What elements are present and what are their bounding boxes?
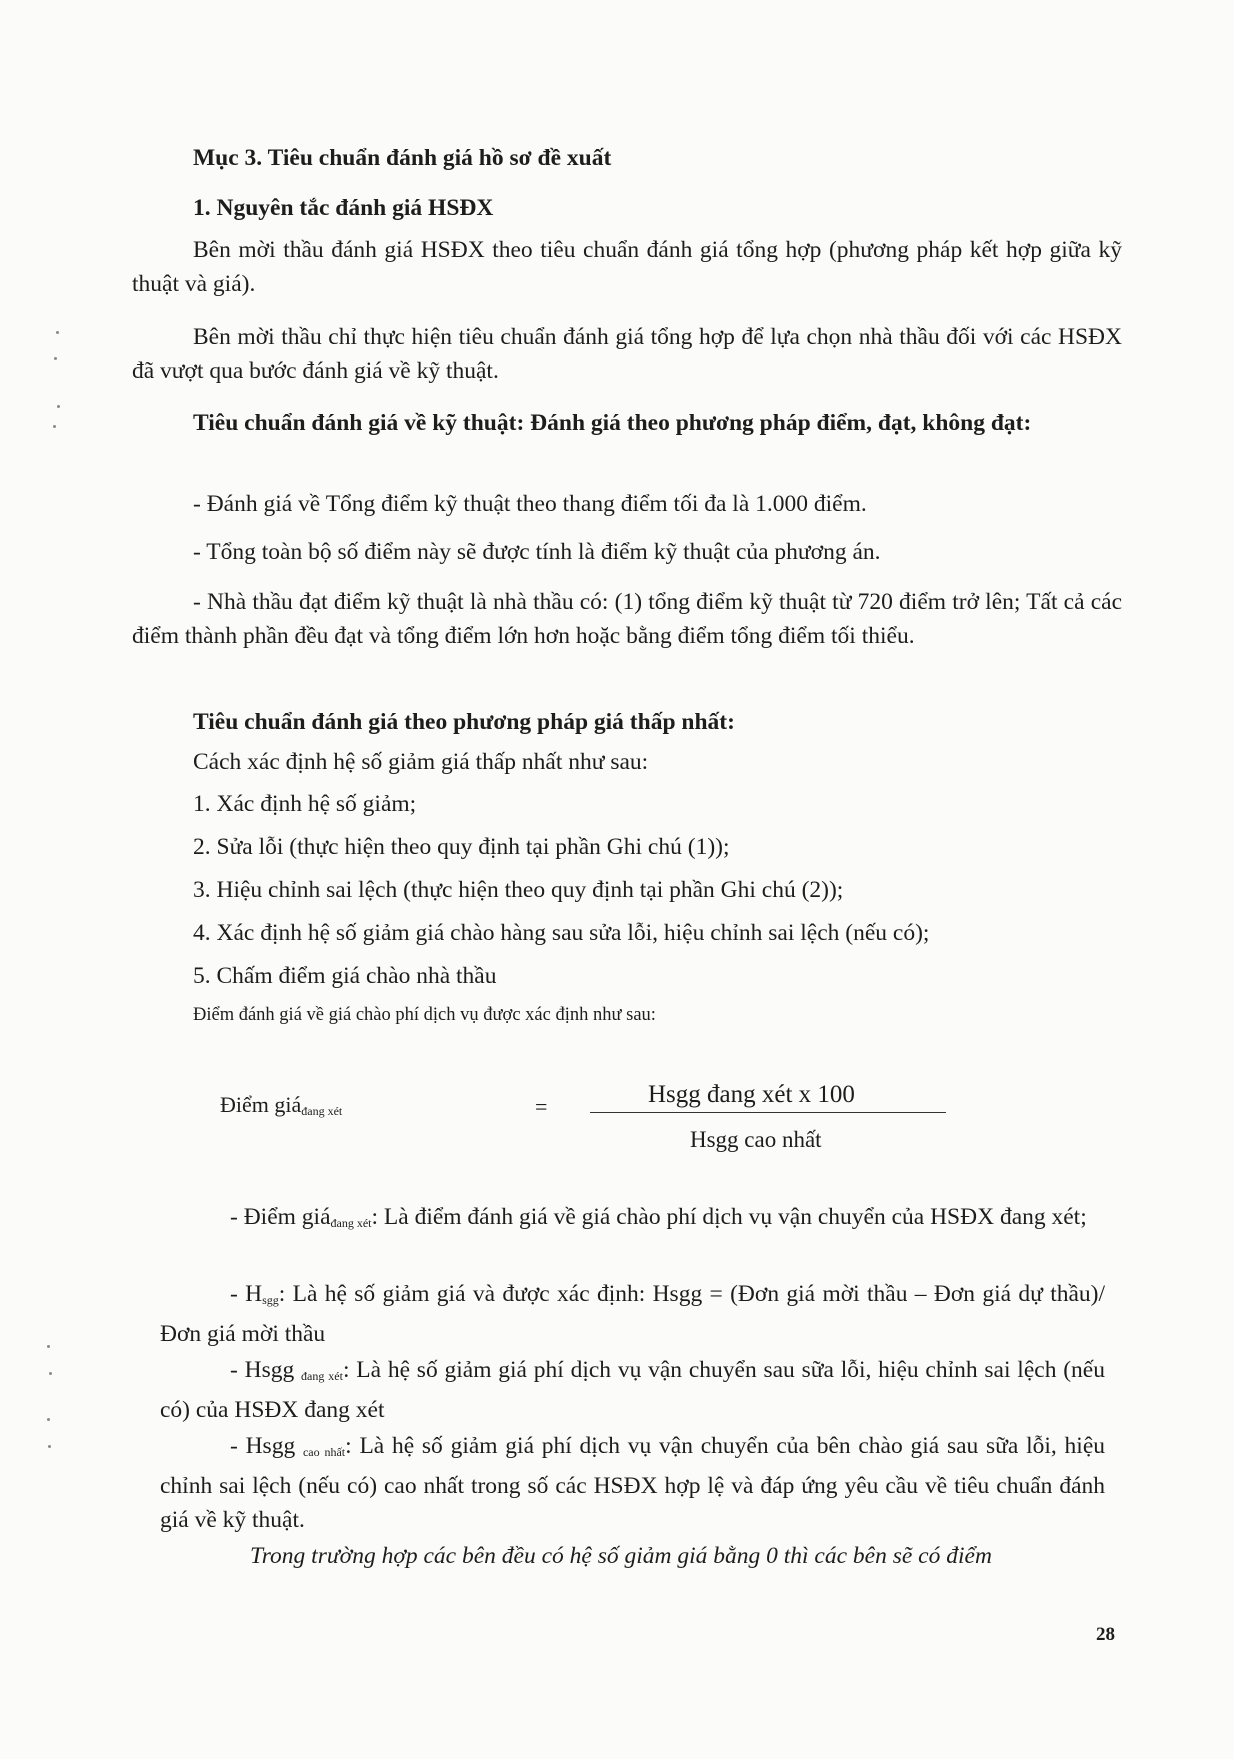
score-intro: Điểm đánh giá về giá chào phí dịch vụ được xác định như sau: [193, 1005, 656, 1025]
scan-mark [49, 1372, 52, 1375]
scan-mark [48, 1445, 51, 1448]
formula-equals: = [535, 1094, 548, 1119]
step-item: 3. Hiệu chỉnh sai lệch (thực hiện theo quy định tại phần Ghi chú (2)); [193, 877, 844, 903]
step-item: 2. Sửa lỗi (thực hiện theo quy định tại phần Ghi chú (1)); [193, 834, 730, 860]
technical-bullet-3: - Nhà thầu đạt điểm kỹ thuật là nhà thầu có: (1) tổng điểm kỹ thuật từ 720 điểm trở lên; Tất cả các điểm thành phần đều đạt và tổng điểm lớn hơn hoặc bằng điểm tổng điểm tối thiểu. [132, 589, 1122, 649]
definition-hsgg-current: - Hsgg $_{đang xét}$: Là hệ số giảm giá phí dịch vụ vận chuyển sau sữa lỗi, hiệu chỉnh sai lệch (nếu có) của HSĐX đang xét [160, 1357, 1105, 1423]
section-heading: Mục 3. Tiêu chuẩn đánh giá hồ sơ đề xuất [193, 145, 612, 171]
formula-numerator: Hsgg đang xét x 100 [648, 1081, 855, 1108]
price-criteria-title: Tiêu chuẩn đánh giá theo phương pháp giá thấp nhất: [193, 709, 735, 735]
paragraph-principle: Bên mời thầu đánh giá HSĐX theo tiêu chuẩn đánh giá tổng hợp (phương pháp kết hợp giữa kỹ thuật và giá). [132, 237, 1122, 297]
step-item: 5. Chấm điểm giá chào nhà thầu [193, 963, 497, 989]
technical-bullet-2: - Tổng toàn bộ số điểm này sẽ được tính là điểm kỹ thuật của phương án. [193, 539, 881, 565]
step-item: 4. Xác định hệ số giảm giá chào hàng sau sửa lỗi, hiệu chỉnh sai lệch (nếu có); [193, 920, 930, 946]
definition-score: - Điểm giá$_{đang xét}$: Là điểm đánh giá về giá chào phí dịch vụ vận chuyển của HSĐX đang xét; [230, 1204, 1087, 1230]
scan-mark [47, 1345, 50, 1348]
definition-hsgg: - $H_{sgg}$: Là hệ số giảm giá và được xác định: Hsgg = (Đơn giá mời thầu – Đơn giá dự thầu)/Đơn giá mời thầu [160, 1281, 1106, 1347]
subsection-heading: 1. Nguyên tắc đánh giá HSĐX [193, 195, 494, 221]
fraction-bar [590, 1112, 946, 1113]
definition-hsgg-highest: - Hsgg $_{cao nhất}$: Là hệ số giảm giá phí dịch vụ vận chuyển của bên chào giá sau sữa lỗi, hiệu chỉnh sai lệch (nếu có) cao nhất trong số các HSĐX hợp lệ và đáp ứng yêu cầu về tiêu chuẩn đánh giá về kỹ thuật. [160, 1433, 1105, 1533]
formula-denominator: Hsgg cao nhất [690, 1127, 822, 1152]
page-number: 28 [1096, 1624, 1115, 1645]
scan-mark [56, 331, 59, 334]
technical-bullet-1: - Đánh giá về Tổng điểm kỹ thuật theo thang điểm tối đa là 1.000 điểm. [193, 491, 867, 517]
technical-criteria-title: Tiêu chuẩn đánh giá về kỹ thuật: Đánh giá theo phương pháp điểm, đạt, không đạt: [193, 410, 1032, 436]
step-item: 1. Xác định hệ số giảm; [193, 791, 417, 817]
price-criteria-intro: Cách xác định hệ số giảm giá thấp nhất như sau: [193, 749, 649, 775]
closing-italic-text: Trong trường hợp các bên đều có hệ số giảm giá bằng 0 thì các bên sẽ có điểm [250, 1543, 992, 1569]
formula-lhs: Điểm giá$_{đang xét}$ [220, 1092, 343, 1118]
scan-mark [47, 1418, 50, 1421]
scan-mark [53, 425, 56, 428]
scan-mark [54, 357, 57, 360]
paragraph-scope: Bên mời thầu chỉ thực hiện tiêu chuẩn đánh giá tổng hợp để lựa chọn nhà thầu đối với các HSĐX đã vượt qua bước đánh giá về kỹ thuật. [132, 324, 1122, 384]
scan-mark [57, 405, 60, 408]
